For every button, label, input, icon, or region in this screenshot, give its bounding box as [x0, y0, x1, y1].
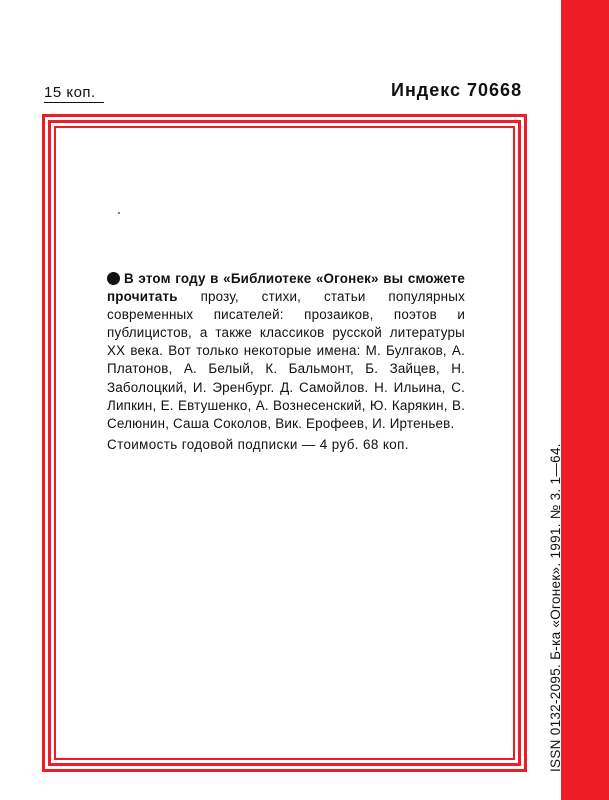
announcement-text: прозу, стихи, статьи популярных современных писателей: прозаиков, поэтов и публицистов, а также классиков русской литературы XX века. Вот только некоторые имена: М. Булгаков, А. Платонов, А. Белый, К. Бальмонт, Б. Зайцев, Н. Заболоцкий, И. Эренбург. Д. Самойлов. Н. Ильина, С. Липкин, Е. Евтушенко, А. Вознесенский, Ю. Карякин, В. Селюнин, Саша Соколов, Вик. Ерофеев, И. Иртеньев.: [107, 289, 465, 431]
bullet-icon: [107, 272, 120, 285]
print-speck: [118, 212, 120, 214]
price-label: 15 коп.: [44, 84, 104, 103]
announcement-paragraph: [107, 270, 465, 433]
announcement-lead: В этом году в «Библиотеке «Огонек» вы сможете прочитать: [107, 271, 465, 305]
subscription-cost: Стоимость годовой подписки — 4 руб. 68 коп.: [107, 437, 409, 452]
issn-imprint: ISSN 0132-2095. Б-ка «Огонек». 1991. № 3. 1—64.: [548, 443, 563, 772]
red-side-strip: [561, 0, 609, 800]
subscription-index: Индекс 70668: [391, 80, 523, 100]
